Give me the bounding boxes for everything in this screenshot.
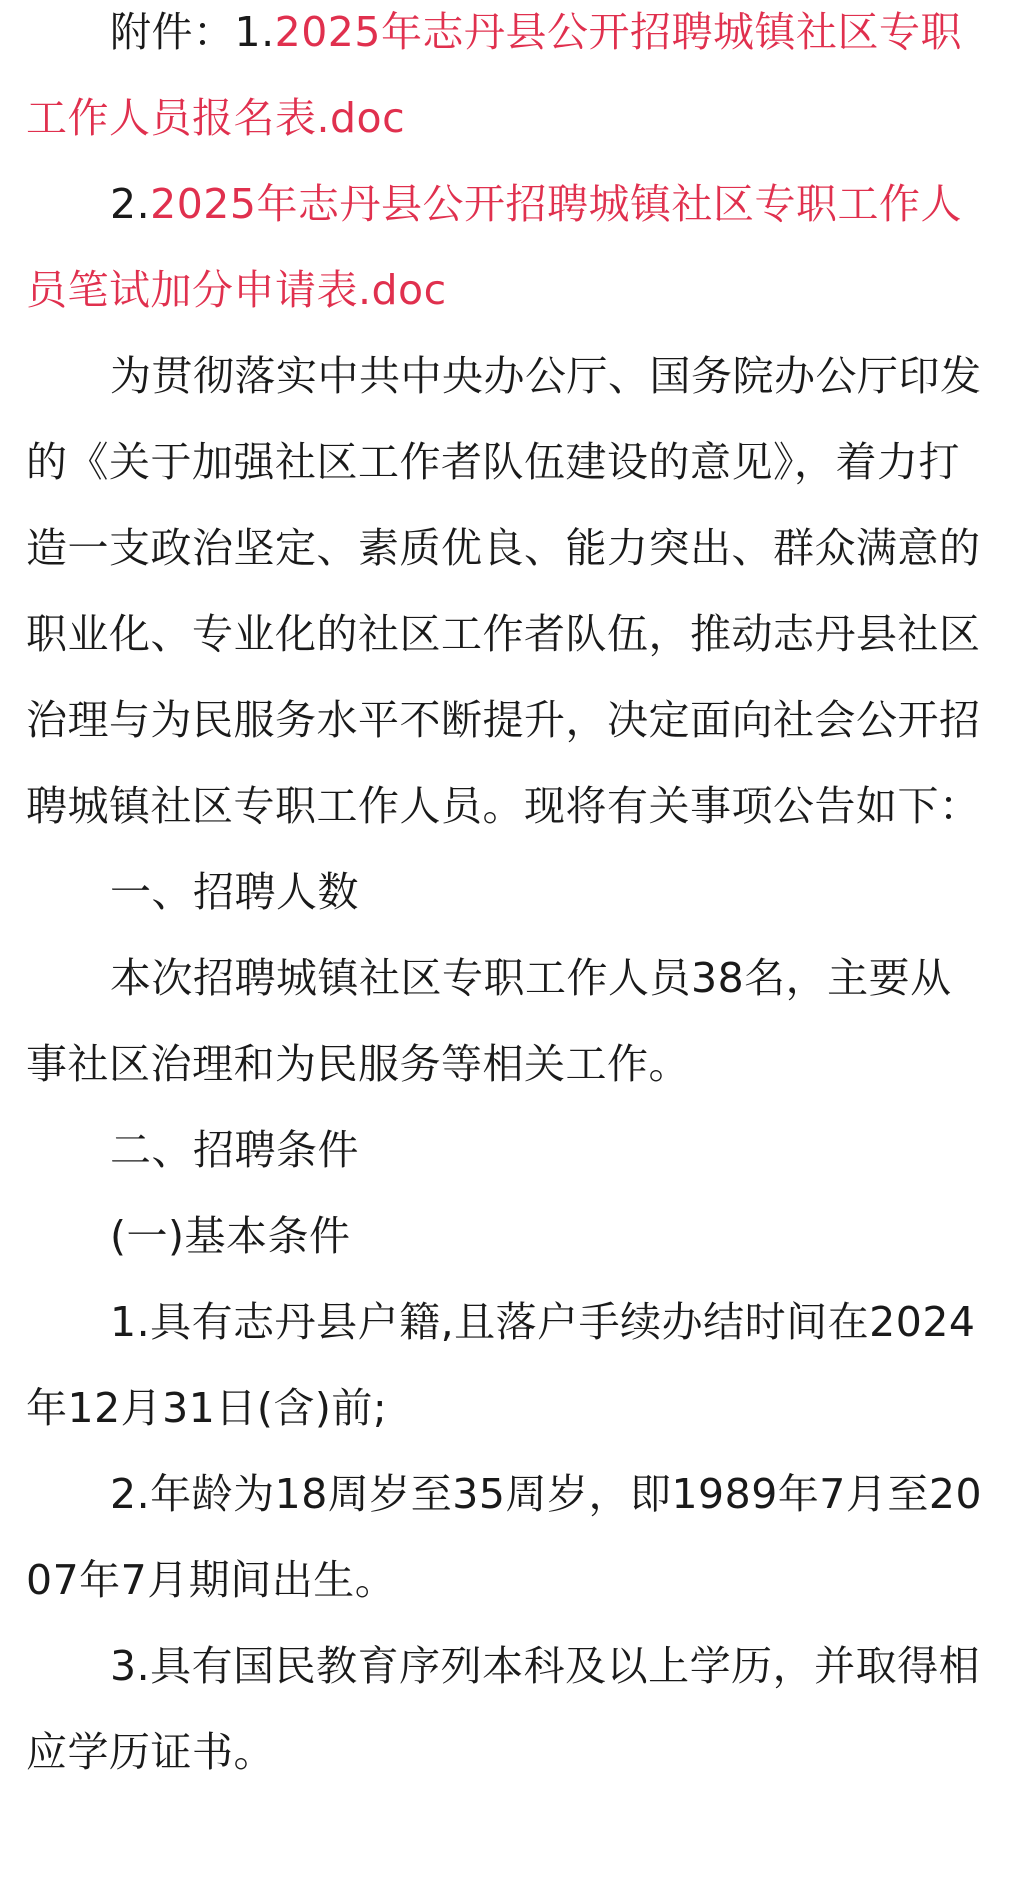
attachment-line-2: [26, 161, 992, 333]
attachment-2-link[interactable]: 2025年志丹县公开招聘城镇社区专职工作人员笔试加分申请表.doc: [26, 180, 962, 314]
condition-item-2: 2.年龄为18周岁至35周岁，即1989年7月至2007年7月期间出生。: [26, 1470, 983, 1604]
attachment-1-link[interactable]: 2025年志丹县公开招聘城镇社区专职工作人员报名表.doc: [26, 8, 962, 142]
section-2-subheading: (一)基本条件: [110, 1212, 351, 1260]
condition-item-1: 1.具有志丹县户籍,且落户手续办结时间在2024年12月31日(含)前;: [26, 1298, 976, 1432]
attachment-2-number: 2.: [110, 180, 151, 228]
intro-paragraph: 为贯彻落实中共中央办公厅、国务院办公厅印发的《关于加强社区工作者队伍建设的意见》，着力打造一支政治坚定、素质优良、能力突出、群众满意的职业化、专业化的社区工作者队伍，推动志丹县社区治理与为民服务水平不断提升，决定面向社会公开招聘城镇社区专职工作人员。现将有关事项公告如下：: [26, 352, 982, 830]
attachment-line-1: [26, 0, 992, 161]
article-body: [26, 0, 992, 1795]
section-1-body: 本次招聘城镇社区专职工作人员38名，主要从事社区治理和为民服务等相关工作。: [26, 954, 952, 1088]
attachment-1-number: 1.: [234, 8, 275, 56]
condition-item-3: 3.具有国民教育序列本科及以上学历，并取得相应学历证书。: [26, 1642, 981, 1776]
section-2-heading: 二、招聘条件: [110, 1126, 359, 1174]
section-1-heading: 一、招聘人数: [110, 868, 359, 916]
attachment-prefix: 附件：: [110, 8, 235, 56]
